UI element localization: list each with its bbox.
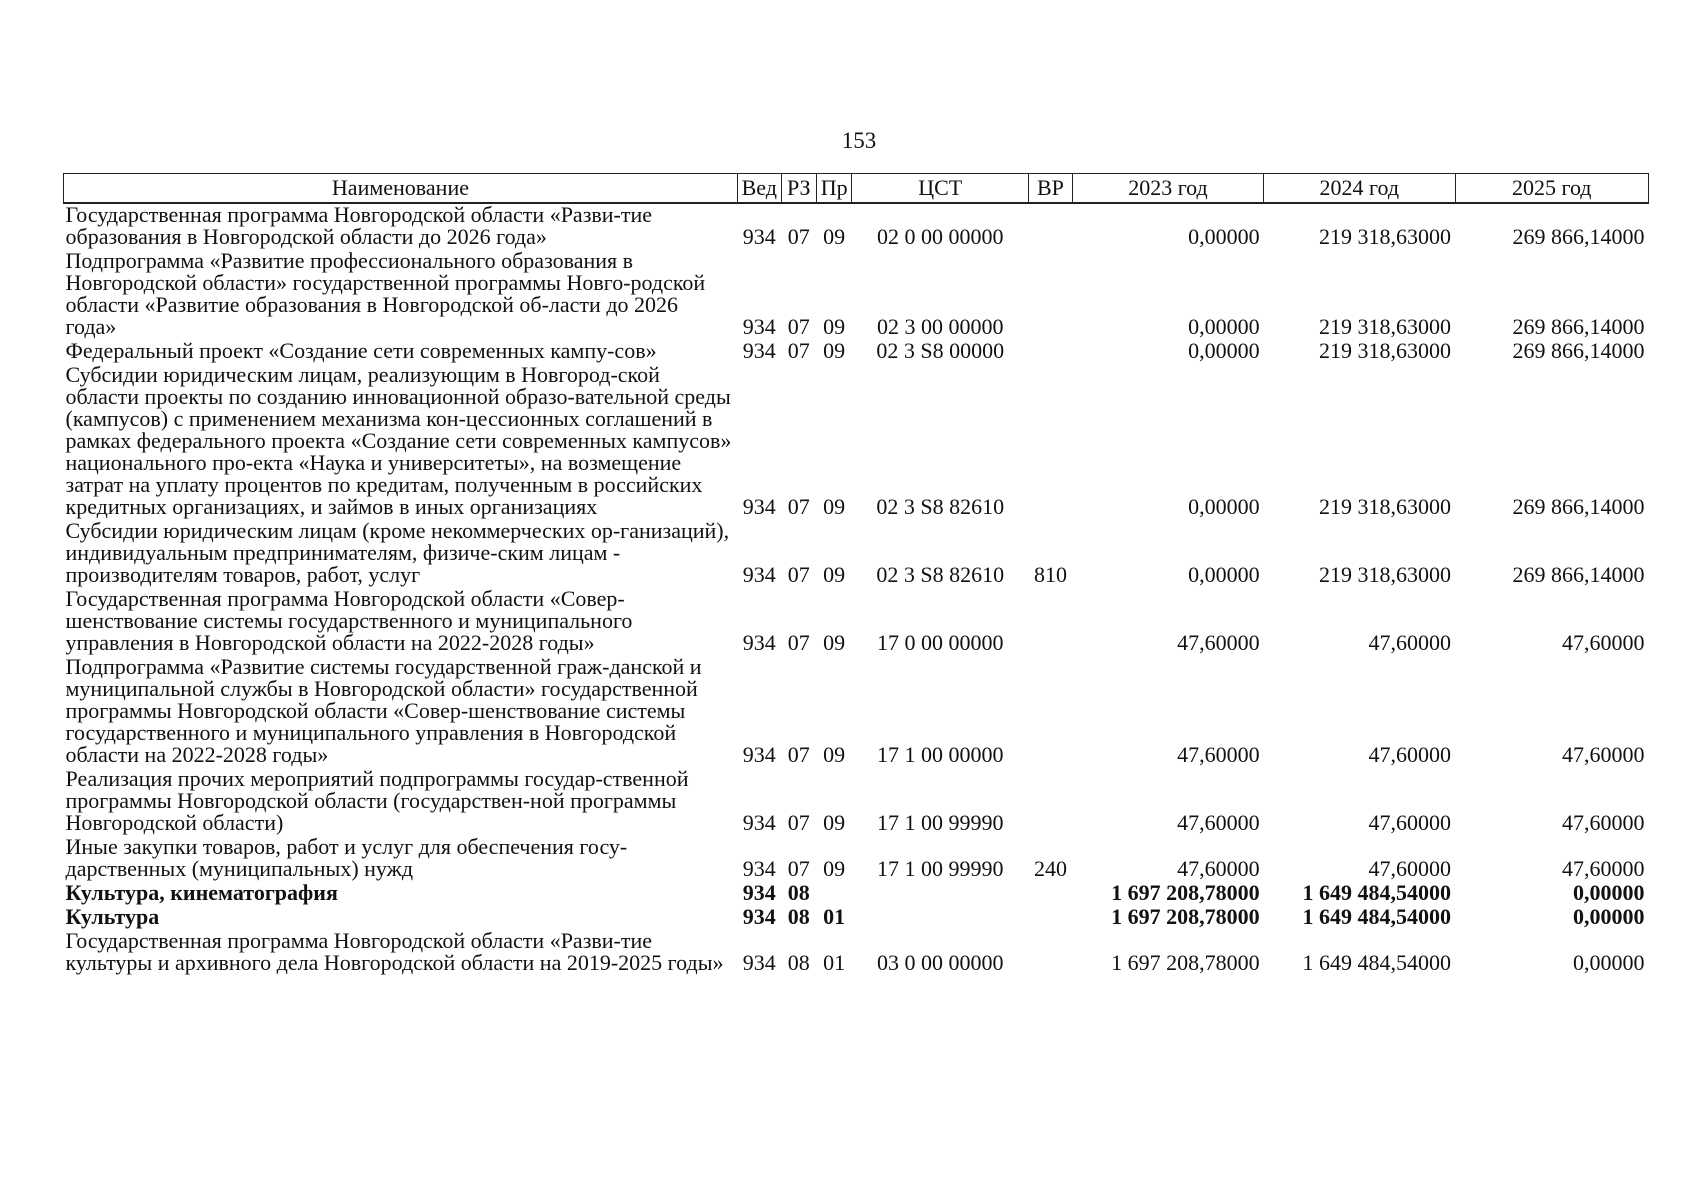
row-name: Культура bbox=[65, 904, 160, 929]
row-2024: 219 318,63000 bbox=[1319, 224, 1451, 249]
row-rz: 07 bbox=[787, 742, 810, 767]
table-header-row bbox=[64, 174, 1649, 204]
row-2023: 0,00000 bbox=[1188, 224, 1260, 249]
row-vr bbox=[1029, 588, 1073, 656]
header-2025: 2025 год bbox=[1455, 174, 1649, 204]
row-2025: 0,00000 bbox=[1573, 880, 1645, 905]
row-2025: 269 866,14000 bbox=[1512, 562, 1645, 587]
row-2023: 0,00000 bbox=[1188, 338, 1260, 363]
budget-table bbox=[63, 173, 1649, 976]
row-pr: 09 bbox=[823, 630, 846, 655]
row-pr: 09 bbox=[823, 856, 846, 881]
row-pr: 09 bbox=[823, 494, 846, 519]
row-name: Подпрограмма «Развитие профессионального образования в Новгородской области» государственной программы Новго-родской области «Развитие образования в Новгородской об-ласти до 2026 года» bbox=[65, 248, 706, 339]
row-2023: 0,00000 bbox=[1188, 562, 1260, 587]
row-2023: 1 697 208,78000 bbox=[1111, 904, 1260, 929]
row-pr: 09 bbox=[823, 314, 846, 339]
row-vr bbox=[1029, 930, 1073, 976]
row-ved: 934 bbox=[742, 630, 776, 655]
row-cst: 02 3 00 00000 bbox=[876, 314, 1004, 339]
row-vr bbox=[1029, 656, 1073, 768]
row-vr: 240 bbox=[1033, 856, 1067, 881]
row-2023: 47,60000 bbox=[1177, 742, 1260, 767]
row-name: Иные закупки товаров, работ и услуг для обеспечения госу-дарственных (муниципальных) нужд bbox=[65, 834, 628, 881]
row-rz: 07 bbox=[787, 562, 810, 587]
row-2025: 47,60000 bbox=[1562, 742, 1645, 767]
row-pr: 09 bbox=[823, 742, 846, 767]
row-rz: 07 bbox=[787, 810, 810, 835]
row-cst: 17 0 00 00000 bbox=[876, 630, 1004, 655]
row-vr bbox=[1029, 768, 1073, 836]
row-ved: 934 bbox=[742, 880, 776, 905]
row-name: Федеральный проект «Создание сети современных кампу-сов» bbox=[65, 338, 657, 363]
row-name: Подпрограмма «Развитие системы государственной граж-данской и муниципальной службы в Новгородской области» государственной программы Новгородской области «Совер-шенствование системы государственного и муниципального управления в Новгородской области на 2022-2028 годы» bbox=[65, 654, 702, 767]
row-cst bbox=[852, 882, 1029, 906]
table-row bbox=[64, 588, 1649, 656]
table-row bbox=[64, 836, 1649, 882]
table-row bbox=[64, 203, 1649, 250]
row-vr bbox=[1029, 882, 1073, 906]
row-2023: 0,00000 bbox=[1188, 494, 1260, 519]
row-2024: 47,60000 bbox=[1368, 742, 1451, 767]
row-rz: 07 bbox=[787, 494, 810, 519]
row-rz: 08 bbox=[787, 904, 810, 929]
row-2024: 1 649 484,54000 bbox=[1302, 880, 1451, 905]
row-rz: 07 bbox=[787, 224, 810, 249]
header-vr: ВР bbox=[1029, 174, 1073, 204]
row-2025: 0,00000 bbox=[1573, 950, 1645, 975]
row-rz: 07 bbox=[787, 314, 810, 339]
table-row bbox=[64, 340, 1649, 364]
row-pr: 09 bbox=[823, 338, 846, 363]
row-rz: 07 bbox=[787, 338, 810, 363]
header-ved: Вед bbox=[737, 174, 781, 204]
table-body bbox=[64, 203, 1649, 976]
row-2023: 47,60000 bbox=[1177, 810, 1260, 835]
row-pr: 09 bbox=[823, 224, 846, 249]
row-cst: 02 3 S8 82610 bbox=[876, 494, 1005, 519]
header-2024: 2024 год bbox=[1264, 174, 1455, 204]
row-2023: 1 697 208,78000 bbox=[1111, 950, 1260, 975]
row-name: Государственная программа Новгородской области «Разви-тие образования в Новгородской области до 2026 года» bbox=[65, 202, 653, 249]
row-vr bbox=[1029, 340, 1073, 364]
row-ved: 934 bbox=[742, 742, 776, 767]
row-cst: 17 1 00 99990 bbox=[876, 810, 1004, 835]
row-2024: 219 318,63000 bbox=[1319, 494, 1451, 519]
row-cst: 17 1 00 00000 bbox=[876, 742, 1004, 767]
row-ved: 934 bbox=[742, 224, 776, 249]
row-2024: 1 649 484,54000 bbox=[1302, 904, 1451, 929]
row-name: Государственная программа Новгородской области «Совер-шенствование системы государственного и муниципального управления в Новгородской области на 2022-2028 годы» bbox=[65, 586, 633, 655]
header-cst: ЦСТ bbox=[852, 174, 1029, 204]
header-name: Наименование bbox=[64, 174, 738, 204]
row-cst: 17 1 00 99990 bbox=[876, 856, 1004, 881]
row-cst: 02 3 S8 82610 bbox=[876, 562, 1005, 587]
row-pr: 09 bbox=[823, 810, 846, 835]
row-ved: 934 bbox=[742, 562, 776, 587]
row-2024: 47,60000 bbox=[1368, 810, 1451, 835]
table-row bbox=[64, 364, 1649, 520]
row-rz: 08 bbox=[787, 950, 810, 975]
row-ved: 934 bbox=[742, 904, 776, 929]
row-pr: 09 bbox=[823, 562, 846, 587]
row-vr bbox=[1029, 203, 1073, 250]
row-2025: 47,60000 bbox=[1562, 630, 1645, 655]
row-ved: 934 bbox=[742, 856, 776, 881]
row-name: Культура, кинематография bbox=[65, 880, 338, 905]
header-pr: Пр bbox=[816, 174, 851, 204]
row-vr: 810 bbox=[1033, 562, 1067, 587]
row-2024: 1 649 484,54000 bbox=[1302, 950, 1451, 975]
row-2025: 47,60000 bbox=[1562, 856, 1645, 881]
header-rz: РЗ bbox=[781, 174, 816, 204]
row-2025: 269 866,14000 bbox=[1512, 314, 1645, 339]
row-2024: 219 318,63000 bbox=[1319, 338, 1451, 363]
row-2025: 269 866,14000 bbox=[1512, 494, 1645, 519]
row-rz: 07 bbox=[787, 630, 810, 655]
row-vr bbox=[1029, 906, 1073, 930]
row-rz: 08 bbox=[787, 880, 810, 905]
table-row bbox=[64, 930, 1649, 976]
row-name: Субсидии юридическим лицам (кроме некоммерческих ор-ганизаций), индивидуальным предпринимателям, физиче-ским лицам - производителям товаров, работ, услуг bbox=[65, 518, 730, 587]
row-ved: 934 bbox=[742, 950, 776, 975]
row-2025: 47,60000 bbox=[1562, 810, 1645, 835]
table-row bbox=[64, 768, 1649, 836]
table-row bbox=[64, 882, 1649, 906]
row-ved: 934 bbox=[742, 810, 776, 835]
row-ved: 934 bbox=[742, 338, 776, 363]
row-vr bbox=[1029, 250, 1073, 340]
row-ved: 934 bbox=[742, 314, 776, 339]
row-cst: 02 0 00 00000 bbox=[876, 224, 1004, 249]
row-pr bbox=[816, 882, 851, 906]
table-row bbox=[64, 656, 1649, 768]
row-2025: 269 866,14000 bbox=[1512, 224, 1645, 249]
row-pr: 01 bbox=[823, 904, 846, 929]
row-2024: 47,60000 bbox=[1368, 856, 1451, 881]
row-cst: 02 3 S8 00000 bbox=[876, 338, 1005, 363]
row-2023: 1 697 208,78000 bbox=[1111, 880, 1260, 905]
row-pr: 01 bbox=[823, 950, 846, 975]
row-2023: 47,60000 bbox=[1177, 630, 1260, 655]
row-2025: 269 866,14000 bbox=[1512, 338, 1645, 363]
row-vr bbox=[1029, 364, 1073, 520]
page-number: 153 bbox=[841, 128, 877, 153]
row-2025: 0,00000 bbox=[1573, 904, 1645, 929]
row-2024: 219 318,63000 bbox=[1319, 314, 1451, 339]
table-row bbox=[64, 250, 1649, 340]
row-cst: 03 0 00 00000 bbox=[876, 950, 1004, 975]
table-row bbox=[64, 906, 1649, 930]
row-name: Реализация прочих мероприятий подпрограммы государ-ственной программы Новгородской области (государствен-ной программы Новгородской области) bbox=[65, 766, 689, 835]
row-rz: 07 bbox=[787, 856, 810, 881]
row-2024: 219 318,63000 bbox=[1319, 562, 1451, 587]
header-2023: 2023 год bbox=[1072, 174, 1263, 204]
row-name: Государственная программа Новгородской области «Разви-тие культуры и архивного дела Новгородской области на 2019-2025 годы» bbox=[65, 928, 724, 975]
row-2023: 0,00000 bbox=[1188, 314, 1260, 339]
table-row bbox=[64, 520, 1649, 588]
row-2023: 47,60000 bbox=[1177, 856, 1260, 881]
row-ved: 934 bbox=[742, 494, 776, 519]
row-2024: 47,60000 bbox=[1368, 630, 1451, 655]
row-name: Субсидии юридическим лицам, реализующим в Новгород-ской области проекты по созданию инновационной образо-вательной среды (кампусов) с применением механизма кон-цессионных соглашений в рамках федерального проекта «Создание сети современных кампусов» национального про-екта «Наука и университеты», на возмещение затрат на уплату процентов по кредитам, полученным в российских кредитных организациях, и займов в иных организациях bbox=[65, 362, 732, 519]
row-cst bbox=[852, 906, 1029, 930]
